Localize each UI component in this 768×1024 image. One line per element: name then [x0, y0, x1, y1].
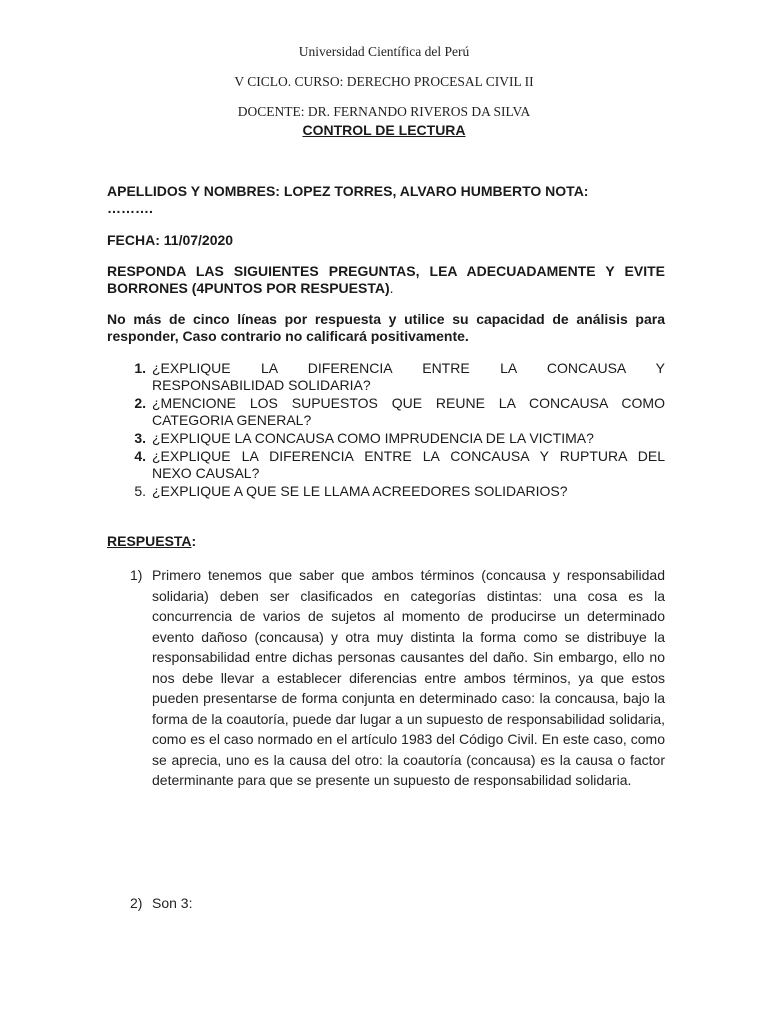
course-line: V CICLO. CURSO: DERECHO PROCESAL CIVIL II — [234, 74, 534, 89]
answer-number: 1) — [130, 567, 143, 583]
answer-text: Primero tenemos que saber que ambos términos (concausa y responsabilidad solidaria) deben ser clasificados en categorías distintas: una cosa es la concurrencia de varios de sujetos al momento de producirse un determinado evento dañoso (concausa) y otra muy distinta la forma como se distribuye la responsabilidad entre dichas personas causantes del daño. Sin embargo, ello no nos debe llevar a establecer diferencias entre ambos términos, ya que estos pueden presentarse de forma conjunta en determinado caso: la concausa, bajo la forma de la coautoría, puede dar lugar a un supuesto de responsabilidad solidaria, como es el caso normado en el artículo 1983 del Código Civil. En este caso, como se aprecia, uno es la causa del otro: la coautoría (concausa) es la causa o factor determinante para que se presente un supuesto de responsabilidad solidaria. — [152, 567, 665, 788]
responses-label: RESPUESTA — [107, 533, 192, 549]
question-number: 4. — [134, 448, 146, 464]
question-text-cont: NEXO CAUSAL? — [152, 465, 260, 481]
question-text-cont: RESPONSABILIDAD SOLIDARIA? — [152, 377, 371, 393]
question-number: 2. — [134, 395, 146, 411]
grade-placeholder: ………. — [107, 200, 153, 216]
question-text: ¿EXPLIQUE A QUE SE LE LLAMA ACREEDORES SOLIDARIOS? — [152, 483, 568, 499]
question-number: 1. — [134, 360, 146, 376]
questions-list — [107, 360, 665, 501]
student-name-line — [107, 183, 665, 217]
question-number: 3. — [134, 430, 146, 446]
question-item — [107, 483, 665, 500]
instructions-note: No más de cinco líneas por respuesta y utilice su capacidad de análisis para responder, Caso contrario no calificará positivamente. — [107, 311, 665, 344]
question-text: ¿EXPLIQUE LA DIFERENCIA ENTRE LA CONCAUSA Y RUPTURA DEL — [152, 448, 665, 464]
student-name-text: APELLIDOS Y NOMBRES: LOPEZ TORRES, ALVARO HUMBERTO NOTA: — [107, 183, 589, 199]
responses-colon: : — [191, 533, 197, 549]
question-number: 5. — [134, 483, 146, 499]
university-name: Universidad Científica del Perú — [298, 44, 470, 59]
teacher-line: DOCENTE: DR. FERNANDO RIVEROS DA SILVA — [237, 104, 531, 119]
question-item — [107, 395, 665, 429]
question-text: ¿EXPLIQUE LA DIFERENCIA ENTRE LA CONCAUSA Y — [152, 360, 665, 376]
document-title: CONTROL DE LECTURA — [302, 122, 466, 138]
question-text: ¿MENCIONE LOS SUPUESTOS QUE REUNE LA CONCAUSA COMO — [152, 395, 665, 411]
question-item — [107, 448, 665, 482]
answer-item — [130, 893, 665, 914]
instructions-main-text: RESPONDA LAS SIGUIENTES PREGUNTAS, LEA ADECUADAMENTE Y EVITE BORRONES (4PUNTOS POR RESPUESTA) — [107, 263, 665, 296]
question-text-cont: CATEGORIA GENERAL? — [152, 412, 312, 428]
question-item — [107, 430, 665, 447]
answer-item — [130, 565, 665, 791]
answer-number: 2) — [130, 895, 143, 911]
answer-text: Son 3: — [152, 895, 193, 911]
date-line: FECHA: 11/07/2020 — [107, 232, 234, 248]
instructions-period: . — [389, 280, 394, 296]
question-text: ¿EXPLIQUE LA CONCAUSA COMO IMPRUDENCIA DE LA VICTIMA? — [152, 430, 594, 446]
question-item — [107, 360, 665, 394]
instructions-main — [107, 263, 665, 297]
responses-heading — [107, 533, 196, 549]
